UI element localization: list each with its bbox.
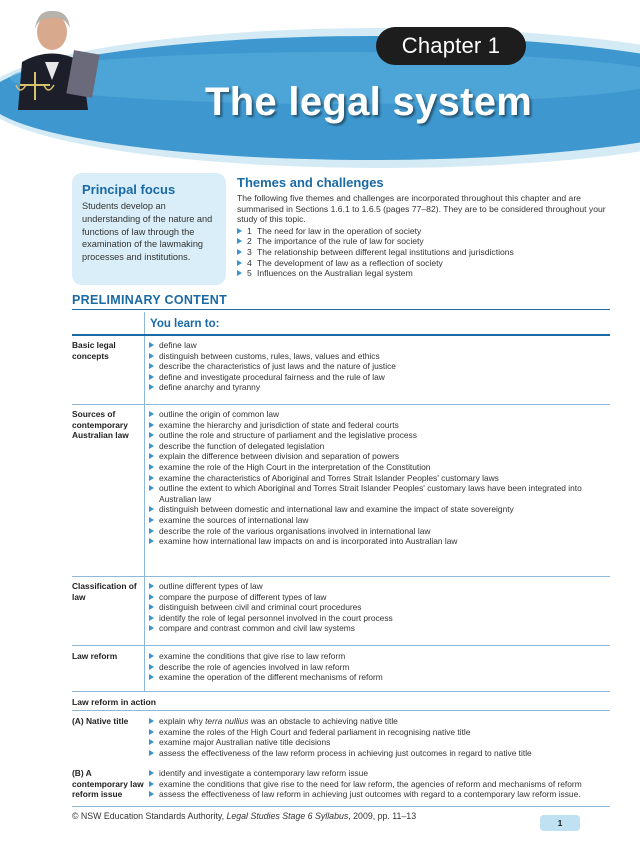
list-item: examine the operation of the different mechanisms of reform xyxy=(149,672,611,683)
theme-item: 3 The relationship between different legal institutions and jurisdictions xyxy=(237,247,607,258)
row-label: Law reform xyxy=(72,651,118,661)
bullet-icon xyxy=(149,353,154,359)
list-item: identify and investigate a contemporary law reform issue xyxy=(149,768,611,779)
bullet-icon xyxy=(237,270,242,276)
bullet-icon xyxy=(149,374,154,380)
list-item: outline the extent to which Aboriginal and Torres Strait Islander Peoples' customary laws have been integrated into Australian law xyxy=(149,483,611,504)
row-divider xyxy=(72,576,610,577)
bullet-icon xyxy=(149,615,154,621)
list-item: describe the role of the various organisations involved in international law xyxy=(149,526,611,537)
list-item: examine the roles of the High Court and federal parliament in recognising native title xyxy=(149,727,611,738)
row-label: Basic legal concepts xyxy=(72,340,116,361)
row-items xyxy=(149,651,611,683)
row-divider xyxy=(72,710,610,711)
bullet-icon xyxy=(237,260,242,266)
theme-item: 1 The need for law in the operation of society xyxy=(237,226,607,237)
bullet-icon xyxy=(149,432,154,438)
theme-item: 2 The importance of the rule of law for society xyxy=(237,236,607,247)
bullet-icon xyxy=(237,249,242,255)
table-header-divider xyxy=(72,334,610,336)
list-item: explain the difference between division and separation of powers xyxy=(149,451,611,462)
bullet-icon xyxy=(149,363,154,369)
principal-focus-box xyxy=(72,173,226,285)
list-item: examine major Australian native title decisions xyxy=(149,737,611,748)
row-items xyxy=(149,768,611,800)
list-item: define and investigate procedural fairness and the rule of law xyxy=(149,372,611,383)
list-item: distinguish between domestic and international law and examine the impact of state sovereignty xyxy=(149,504,611,515)
principal-focus-text: Students develop an understanding of the nature and functions of law through the examination of the lawmaking processes and institutions. xyxy=(82,201,213,263)
row-items xyxy=(149,716,611,758)
bullet-icon xyxy=(149,538,154,544)
bullet-icon xyxy=(149,384,154,390)
bullet-icon xyxy=(149,342,154,348)
list-item: outline the origin of common law xyxy=(149,409,611,420)
preliminary-content-heading: PRELIMINARY CONTENT xyxy=(72,293,228,307)
list-item: describe the role of agencies involved in law reform xyxy=(149,662,611,673)
list-item: distinguish between customs, rules, laws, values and ethics xyxy=(149,351,611,362)
row-items xyxy=(149,340,611,393)
list-item: outline different types of law xyxy=(149,581,611,592)
list-item: examine the hierarchy and jurisdiction of state and federal courts xyxy=(149,420,611,431)
chapter-title: The legal system xyxy=(205,80,533,124)
bullet-icon xyxy=(149,625,154,631)
bullet-icon xyxy=(149,506,154,512)
bullet-icon xyxy=(149,718,154,724)
list-item: distinguish between civil and criminal court procedures xyxy=(149,602,611,613)
bullet-icon xyxy=(149,594,154,600)
list-item: examine how international law impacts on and is incorporated into Australian law xyxy=(149,536,611,547)
row-label: Sources of contemporary Australian law xyxy=(72,409,129,441)
chapter-banner xyxy=(0,0,640,175)
chapter-label: Chapter 1 xyxy=(376,27,526,65)
list-item: examine the conditions that give rise to the need for law reform, the agencies of reform and mechanisms of reform xyxy=(149,779,611,790)
bullet-icon xyxy=(149,664,154,670)
row-items xyxy=(149,581,611,634)
bullet-icon xyxy=(149,781,154,787)
row-label: Classification of law xyxy=(72,581,137,602)
heading-divider xyxy=(72,309,610,310)
list-item: compare and contrast common and civil law systems xyxy=(149,623,611,634)
bullet-icon xyxy=(149,791,154,797)
list-item: define anarchy and tyranny xyxy=(149,382,611,393)
bullet-icon xyxy=(149,653,154,659)
bullet-icon xyxy=(149,583,154,589)
list-item: explain why terra nullius was an obstacle to achieving native title xyxy=(149,716,611,727)
bullet-icon xyxy=(149,739,154,745)
row-divider xyxy=(72,645,610,646)
bullet-icon xyxy=(149,604,154,610)
list-item: compare the purpose of different types of law xyxy=(149,592,611,603)
bullet-icon xyxy=(149,528,154,534)
bullet-icon xyxy=(237,238,242,244)
theme-item: 4 The development of law as a reflection of society xyxy=(237,258,607,269)
bullet-icon xyxy=(149,770,154,776)
bullet-icon xyxy=(149,443,154,449)
list-item: outline the role and structure of parliament and the legislative process xyxy=(149,430,611,441)
list-item: examine the conditions that give rise to law reform xyxy=(149,651,611,662)
bullet-icon xyxy=(149,422,154,428)
source-citation: © NSW Education Standards Authority, Legal Studies Stage 6 Syllabus, 2009, pp. 11–13 xyxy=(72,811,417,821)
list-item: examine the characteristics of Aboriginal and Torres Strait Islander Peoples' customary laws xyxy=(149,473,611,484)
bullet-icon xyxy=(149,674,154,680)
list-item: assess the effectiveness of the law reform process in achieving just outcomes in regard to native title xyxy=(149,748,611,759)
bullet-icon xyxy=(149,411,154,417)
judge-photo-icon xyxy=(0,0,104,110)
row-items xyxy=(149,409,611,547)
footer-divider xyxy=(72,806,610,807)
themes-intro: The following five themes and challenges are incorporated throughout this chapter and are summarised in Sections 1.6.1 to 1.6.5 (pages 77–82). They are to be considered throughout your study of this topic. xyxy=(237,193,606,225)
bullet-icon xyxy=(149,464,154,470)
principal-focus-title: Principal focus xyxy=(82,182,176,197)
list-item: identify the role of legal personnel involved in the court process xyxy=(149,613,611,624)
list-item: examine the role of the High Court in the interpretation of the Constitution xyxy=(149,462,611,473)
column-divider xyxy=(144,312,145,692)
theme-item: 5 Influences on the Australian legal system xyxy=(237,268,607,279)
themes-title: Themes and challenges xyxy=(237,175,384,190)
bullet-icon xyxy=(149,750,154,756)
list-item: describe the function of delegated legislation xyxy=(149,441,611,452)
themes-section xyxy=(237,175,607,279)
you-learn-heading: You learn to: xyxy=(150,318,220,330)
bullet-icon xyxy=(149,475,154,481)
list-item: assess the effectiveness of law reform in achieving just outcomes with regard to a contemporary law reform issue. xyxy=(149,789,611,800)
bullet-icon xyxy=(149,729,154,735)
bullet-icon xyxy=(149,453,154,459)
themes-list xyxy=(237,226,607,279)
page-number: 1 xyxy=(540,815,580,831)
row-label: (B) A contemporary law reform issue xyxy=(72,768,144,800)
bullet-icon xyxy=(237,228,242,234)
list-item: examine the sources of international law xyxy=(149,515,611,526)
list-item: define law xyxy=(149,340,611,351)
row-label: (A) Native title xyxy=(72,716,129,726)
law-reform-in-action-heading: Law reform in action xyxy=(72,697,157,707)
bullet-icon xyxy=(149,517,154,523)
row-divider xyxy=(72,404,610,405)
list-item: describe the characteristics of just laws and the nature of justice xyxy=(149,361,611,372)
row-divider xyxy=(72,691,610,692)
bullet-icon xyxy=(149,485,154,491)
